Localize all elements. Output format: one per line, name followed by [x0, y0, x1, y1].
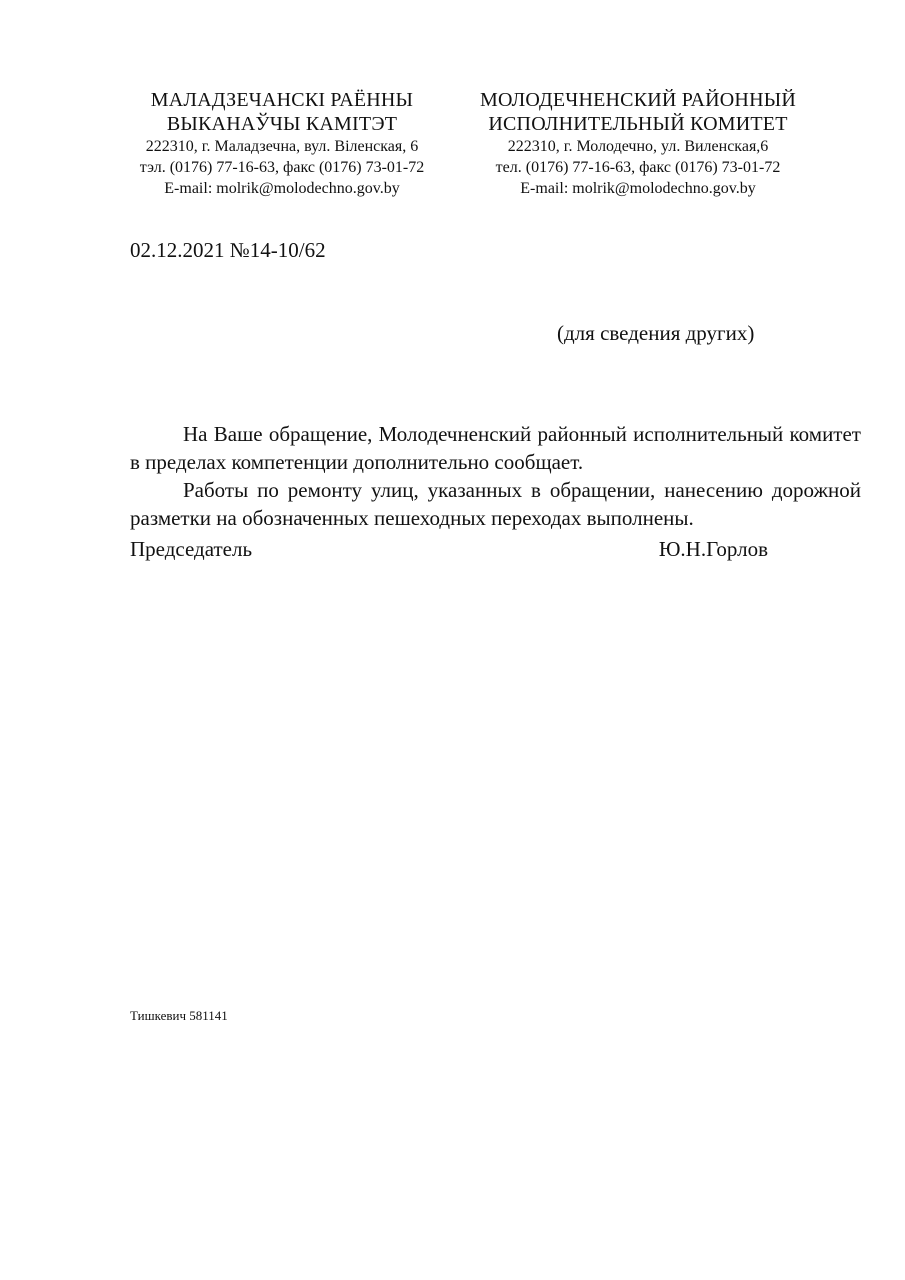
registration-number: 02.12.2021 №14-10/62	[130, 238, 326, 262]
org-phone: тэл. (0176) 77-16-63, факс (0176) 73-01-72	[139, 159, 425, 176]
org-email: E-mail: molrik@molodechno.gov.by	[520, 180, 756, 197]
letterhead-belarusian	[108, 88, 456, 199]
org-email: E-mail: molrik@molodechno.gov.by	[164, 180, 400, 197]
signature-block	[130, 537, 768, 562]
recipient-line: (для сведения других)	[557, 321, 755, 345]
signatory-name: Ю.Н.Горлов	[658, 537, 768, 561]
org-address: 222310, г. Молодечно, ул. Виленская,6	[507, 138, 769, 155]
org-name-line1: МОЛОДЕЧНЕНСКИЙ РАЙОННЫЙ	[479, 89, 797, 111]
org-name-line2: ВЫКАНАЎЧЫ КАМІТЭТ	[166, 113, 398, 135]
org-name-line2: ИСПОЛНИТЕЛЬНЫЙ КОМИТЕТ	[488, 113, 788, 135]
body-paragraph-2: Работы по ремонту улиц, указанных в обращении, нанесению дорожной разметки на обозначенных пешеходных переходах выполнены.	[130, 478, 861, 530]
letter-body	[130, 420, 861, 532]
org-name-line1: МАЛАДЗЕЧАНСКІ РАЁННЫ	[150, 89, 414, 111]
org-phone: тел. (0176) 77-16-63, факс (0176) 73-01-72	[495, 159, 781, 176]
letterhead-russian	[460, 88, 816, 199]
org-address: 222310, г. Маладзечна, вул. Віленская, 6	[145, 138, 419, 155]
body-paragraph-1: На Ваше обращение, Молодечненский районный исполнительный комитет в пределах компетенции дополнительно сообщает.	[130, 422, 861, 474]
signatory-position: Председатель	[130, 537, 253, 561]
executor-note: Тишкевич 581141	[130, 1008, 228, 1023]
